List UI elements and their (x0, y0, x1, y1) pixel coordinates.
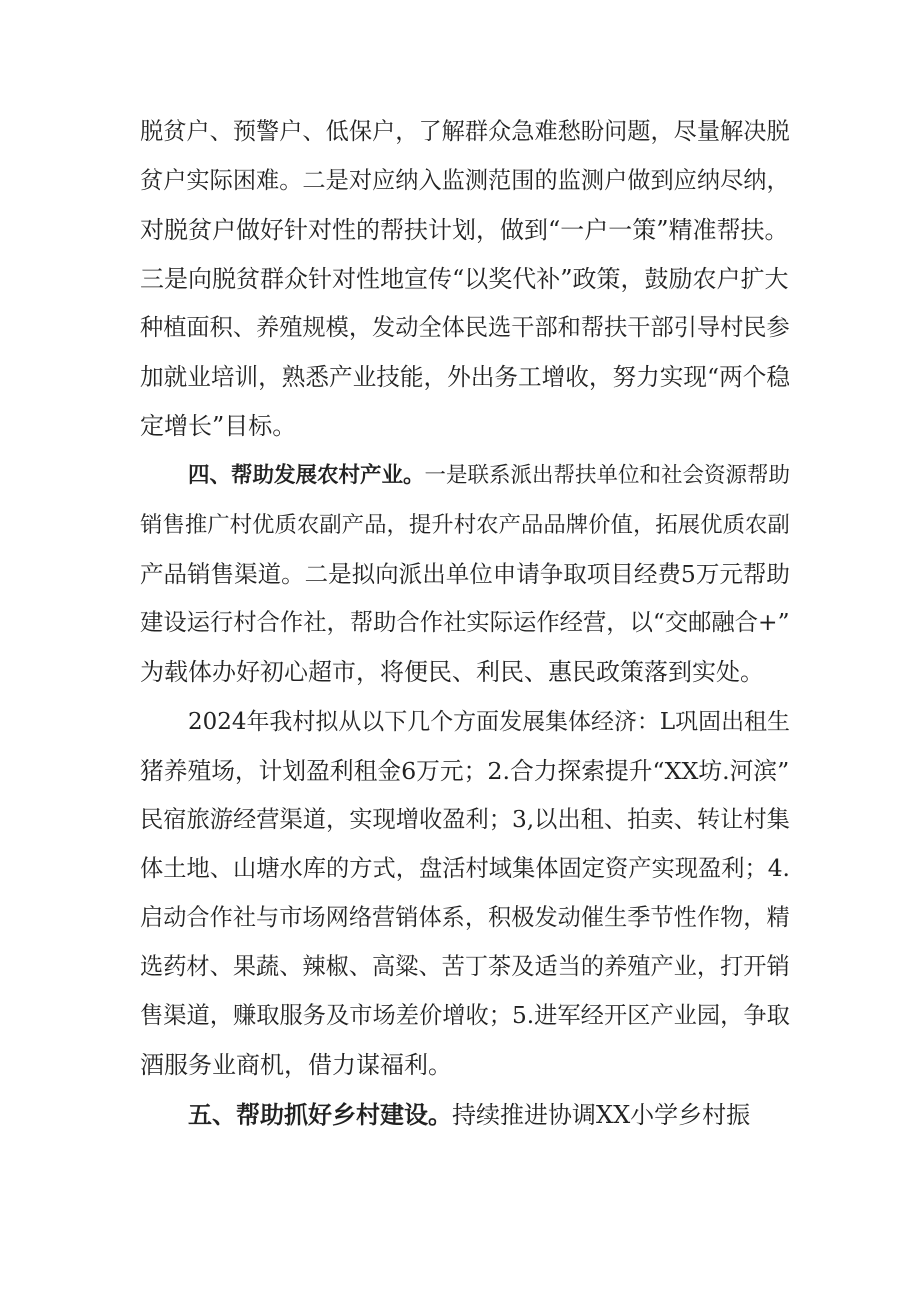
paragraph-3-line-4: 体土地、山塘水库的方式，盘活村域集体固定资产实现盈利；4. (140, 855, 790, 882)
paragraph-3-line-1: 2024年我村拟从以下几个方面发展集体经济：L巩固出租生 (188, 709, 790, 735)
paragraph-3-line-7: 售渠道，赚取服务及市场差价增收；5.进军经开区产业园，争取 (140, 1002, 790, 1029)
paragraph-3-line-5: 启动合作社与市场网络营销体系，积极发动催生季节性作物，精 (140, 904, 790, 931)
paragraph-2-line-4: 建设运行村合作社，帮助合作社实际运作经营，以“交邮融合+” (140, 609, 790, 636)
section-four-first-line (188, 461, 790, 491)
paragraph-1-line-6: 加就业培训，熟悉产业技能，外出务工增收，努力实现“两个稳 (140, 363, 790, 391)
paragraph-3-line-2: 猪养殖场，计划盈利租金6万元；2.合力探索提升“XX坊.河滨” (140, 757, 790, 785)
paragraph-2-line-3: 产品销售渠道。二是拟向派出单位申请争取项目经费5万元帮助 (140, 560, 790, 588)
paragraph-2-line-1: 一是联系派出帮扶单位和社会资源帮助 (424, 463, 791, 488)
paragraph-1-line-3: 对脱贫户做好针对性的帮扶计划，做到“一户一策”精准帮扶。 (140, 216, 789, 244)
paragraph-1-line-2: 贫户实际困难。二是对应纳入监测范围的监测户做到应纳尽纳， (140, 167, 790, 194)
paragraph-1-line-4: 三是向脱贫群众针对性地宣传“以奖代补”政策，鼓励农户扩大 (140, 265, 789, 293)
paragraph-1-line-1: 脱贫户、预警户、低保户，了解群众急难愁盼问题，尽量解决脱 (140, 118, 790, 145)
paragraph-3-line-8: 酒服务业商机，借力谋福利。 (140, 1051, 452, 1079)
paragraph-4-line-1: 持续推进协调XX小学乡村振 (452, 1101, 751, 1129)
paragraph-1-line-5: 种植面积、养殖规模，发动全体民选干部和帮扶干部引导村民参 (140, 314, 790, 341)
paragraph-3-line-6: 选药材、果蔬、辣椒、高粱、苦丁茶及适当的养殖产业，打开销 (140, 953, 790, 980)
section-four-heading: 四、帮助发展农村产业。 (188, 463, 425, 488)
paragraph-3-line-3: 民宿旅游经营渠道，实现增收盈利；3,以出租、拍卖、转让村集 (140, 806, 790, 833)
paragraph-2-line-5: 为载体办好初心超市，将便民、利民、惠民政策落到实处。 (140, 658, 764, 686)
paragraph-1-line-7: 定增长”目标。 (140, 412, 297, 440)
section-five-first-line (188, 1100, 750, 1130)
section-five-heading: 五、帮助抓好乡村建设。 (188, 1101, 452, 1129)
paragraph-2-line-2: 销售推广村优质农副产品，提升村农产品品牌价值，拓展优质农副 (140, 512, 790, 538)
